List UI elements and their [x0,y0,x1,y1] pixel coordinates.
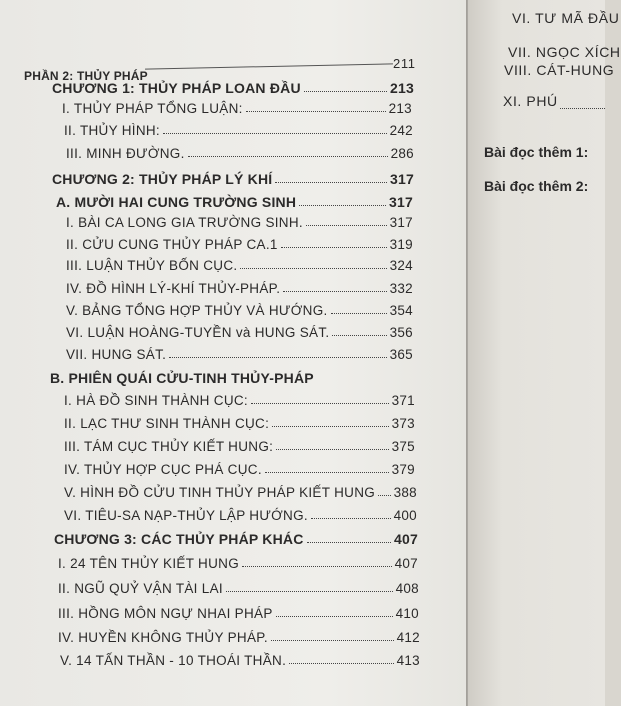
toc-entry[interactable] [66,146,414,161]
section-a-page: 317 [389,194,413,210]
entry-title: II. LẠC THƯ SINH THÀNH CỤC: [64,416,270,431]
chapter-3-title: CHƯƠNG 3: CÁC THỦY PHÁP KHÁC [54,531,304,547]
toc-entry[interactable] [64,123,413,138]
entry-title: VI. LUẬN HOÀNG-TUYỀN và HUNG SÁT. [66,325,330,340]
right-entry[interactable]: VI. TƯ MÃ ĐẦU [512,10,620,26]
extra-reading-1[interactable]: Bài đọc thêm 1: [484,144,589,160]
entry-title: III. TÁM CỤC THỦY KIẾT HUNG: [64,439,274,454]
entry-page: 375 [391,439,415,454]
entry-page: 388 [393,485,417,500]
leader-dots [332,335,386,336]
part-page: 211 [393,56,416,71]
toc-entry[interactable] [66,258,413,273]
entry-page: 400 [393,508,417,523]
leader-dots [304,91,387,92]
leader-dots [226,591,393,592]
section-b-title[interactable]: B. PHIÊN QUÁI CỬU-TINH THỦY-PHÁP [50,370,314,386]
section-a-entry[interactable] [56,194,413,210]
entry-page: 324 [389,258,413,273]
entry-page: 379 [391,462,415,477]
leader-dots [331,313,387,314]
toc-entry[interactable] [66,237,413,252]
entry-page: 354 [389,303,413,318]
chapter-1-title: CHƯƠNG 1: THỦY PHÁP LOAN ĐẦU [52,80,301,96]
entry-page: 410 [395,606,419,621]
entry-title: II. NGŨ QUỶ VẬN TÀI LAI [58,581,223,596]
leader-dots [240,268,386,269]
toc-entry[interactable] [64,393,415,408]
chapter-2-page: 317 [390,171,414,187]
toc-entry[interactable] [66,347,413,362]
chapter-1-entry[interactable] [52,80,414,96]
toc-entry[interactable] [64,508,417,523]
chapter-2-title: CHƯƠNG 2: THỦY PHÁP LÝ KHÍ [52,171,273,187]
entry-title: V. BẢNG TỔNG HỢP THỦY VÀ HƯỚNG. [66,303,328,318]
leader-dots [299,205,386,206]
entry-title: IV. ĐỒ HÌNH LÝ-KHÍ THỦY-PHÁP. [66,281,281,296]
entry-title: VI. TIÊU-SA NẠP-THỦY LẬP HƯỚNG. [64,508,308,523]
leader-dots [560,108,605,109]
entry-page: 408 [395,581,419,596]
toc-entry[interactable] [66,281,413,296]
entry-page: 413 [396,653,420,668]
toc-entry[interactable] [58,630,420,645]
right-entry[interactable]: VII. NGỌC XÍCH [508,44,621,60]
toc-entry[interactable] [66,303,413,318]
toc-entry[interactable] [64,462,415,477]
leader-dots [271,640,394,641]
entry-page: 286 [390,146,414,161]
entry-title: III. HỒNG MÔN NGỰ NHAI PHÁP [58,606,273,621]
toc-entry[interactable] [66,215,413,230]
entry-title: I. BÀI CA LONG GIA TRƯỜNG SINH. [66,215,303,230]
entry-page: 332 [389,281,413,296]
leader-dots [275,182,387,183]
entry-title: I. 24 TÊN THỦY KIẾT HUNG [58,556,239,571]
leader-dots [289,663,393,664]
chapter-1-page: 213 [390,80,414,96]
entry-title: III. LUẬN THỦY BỐN CỤC. [66,258,238,273]
toc-entry[interactable] [62,101,412,116]
part-title: PHẦN 2: THỦY PHÁP [24,69,148,83]
entry-title: VII. HUNG SÁT. [66,347,167,362]
entry-page: 317 [389,215,413,230]
leader-dots [283,291,386,292]
entry-page: 407 [394,556,418,571]
entry-title: V. HÌNH ĐỒ CỬU TINH THỦY PHÁP KIẾT HUNG [64,485,376,500]
entry-title: I. HÀ ĐỒ SINH THÀNH CỤC: [64,393,248,408]
leader-dots [276,616,393,617]
toc-entry[interactable] [58,581,419,596]
toc-entry[interactable] [58,556,418,571]
entry-title: II. CỬU CUNG THỦY PHÁP CA.1 [66,237,278,252]
leader-dots [242,566,392,567]
toc-entry[interactable] [58,606,419,621]
leader-dots [307,542,391,543]
chapter-3-page: 407 [394,531,418,547]
leader-dots [311,518,391,519]
leader-dots [163,133,387,134]
leader-dots [188,156,388,157]
entry-title: IV. HUYỀN KHÔNG THỦY PHÁP. [58,630,268,645]
entry-page: 319 [389,237,413,252]
entry-title: III. MINH ĐƯỜNG. [66,146,185,161]
leader-dots [378,495,391,496]
entry-title: V. 14 TẤN THẦN - 10 THOÁI THẦN. [60,653,287,668]
entry-title: II. THỦY HÌNH: [64,123,160,138]
extra-reading-2[interactable]: Bài đọc thêm 2: [484,178,589,194]
entry-title: IV. THỦY HỢP CỤC PHÁ CỤC. [64,462,262,477]
part-rule [145,63,393,69]
leader-dots [276,449,388,450]
entry-page: 213 [388,101,412,116]
right-entry[interactable]: VIII. CÁT-HUNG [504,62,615,78]
section-a-title: A. MƯỜI HAI CUNG TRƯỜNG SINH [56,194,297,210]
toc-entry[interactable] [64,485,417,500]
leader-dots [281,247,387,248]
leader-dots [251,403,389,404]
chapter-3-entry[interactable] [54,531,418,547]
entry-page: 373 [391,416,415,431]
entry-page: 365 [389,347,413,362]
leader-dots [265,472,389,473]
leader-dots [306,225,387,226]
toc-entry[interactable] [66,325,413,340]
toc-entry[interactable] [64,416,415,431]
entry-page: 412 [396,630,420,645]
toc-entry[interactable] [60,653,420,668]
entry-page: 371 [391,393,415,408]
entry-page: 356 [389,325,413,340]
leader-dots [169,357,386,358]
chapter-2-entry[interactable] [52,171,414,187]
right-entry[interactable]: XI. PHÚ [503,93,558,109]
leader-dots [246,111,386,112]
toc-entry[interactable] [64,439,415,454]
right-page [468,0,621,706]
entry-title: I. THỦY PHÁP TỔNG LUẬN: [62,101,243,116]
leader-dots [272,426,388,427]
entry-page: 242 [389,123,413,138]
